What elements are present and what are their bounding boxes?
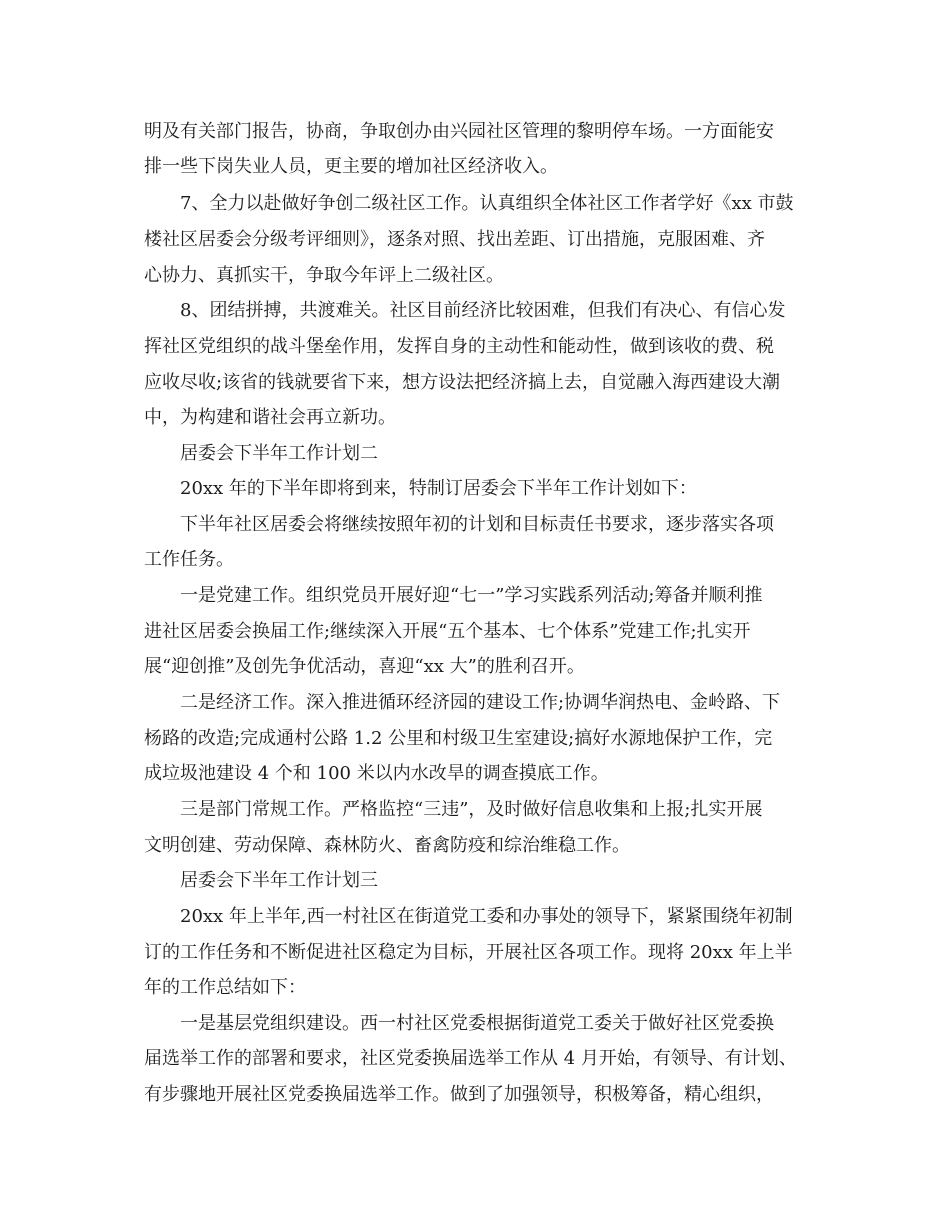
text-line: 成垃圾池建设 4 个和 100 米以内水改旱的调查摸底工作。 — [144, 763, 609, 784]
text-line: 杨路的改造;完成通村公路 1.2 公里和村级卫生室建设;搞好水源地保护工作，完 — [144, 728, 773, 749]
paragraph-start: 一是党建工作。组织党员开展好迎“七一”学习实践系列活动;筹备并顺利推 — [180, 585, 763, 606]
paragraph-start: 20xx 年的下半年即将到来，特制订居委会下半年工作计划如下： — [180, 478, 697, 499]
text-line: 届选举工作的部署和要求，社区党委换届选举工作从 4 月开始，有领导、有计划、 — [144, 1048, 797, 1069]
text-line: 有步骤地开展社区党委换届选举工作。做到了加强领导，积极筹备，精心组织， — [144, 1084, 774, 1105]
text-line: 订的工作任务和不断促进社区稳定为目标，开展社区各项工作。现将 20xx 年上半 — [144, 942, 793, 963]
paragraph-start: 8、团结拼搏，共渡难关。社区目前经济比较困难，但我们有决心、有信心发 — [180, 300, 786, 321]
text-line: 应收尽收;该省的钱就要省下来，想方设法把经济搞上去，自觉融入海西建设大潮 — [144, 372, 781, 393]
paragraph-start: 三是部门常规工作。严格监控“三违”，及时做好信息收集和上报;扎实开展 — [180, 799, 763, 820]
text-line: 中，为构建和谐社会再立新功。 — [144, 407, 396, 428]
text-line: 文明创建、劳动保障、森林防火、畜禽防疫和综治维稳工作。 — [144, 835, 630, 856]
paragraph-start: 二是经济工作。深入推进循环经济园的建设工作;协调华润热电、金岭路、下 — [180, 692, 781, 713]
text-line: 工作任务。 — [144, 549, 234, 570]
text-line: 楼社区居委会分级考评细则》，逐条对照、找出差距、订出措施，克服困难、齐 — [144, 229, 765, 250]
text-line: 展“迎创推”及创先争优活动，喜迎“xx 大”的胜利召开。 — [144, 656, 585, 677]
section-heading: 居委会下半年工作计划二 — [180, 443, 378, 464]
paragraph-start: 20xx 年上半年,西一村社区在街道党工委和办事处的领导下，紧紧围绕年初制 — [180, 906, 793, 927]
paragraph-start: 7、全力以赴做好争创二级社区工作。认真组织全体社区工作者学好《xx 市鼓 — [180, 193, 794, 214]
paragraph-start: 一是基层党组织建设。西一村社区党委根据街道党工委关于做好社区党委换 — [180, 1013, 774, 1034]
paragraph-start: 下半年社区居委会将继续按照年初的计划和目标责任书要求，逐步落实各项 — [180, 514, 774, 535]
text-line: 心协力、真抓实干，争取今年评上二级社区。 — [144, 265, 504, 286]
text-line: 进社区居委会换届工作;继续深入开展“五个基本、七个体系”党建工作;扎实开 — [144, 621, 751, 642]
text-line: 年的工作总结如下： — [144, 977, 306, 998]
text-line: 挥社区党组织的战斗堡垒作用，发挥自身的主动性和能动性，做到该收的费、税 — [144, 336, 774, 357]
text-line: 排一些下岗失业人员，更主要的增加社区经济收入。 — [144, 156, 558, 177]
section-heading: 居委会下半年工作计划三 — [180, 870, 378, 891]
text-line: 明及有关部门报告，协商，争取创办由兴园社区管理的黎明停车场。一方面能安 — [144, 121, 774, 142]
